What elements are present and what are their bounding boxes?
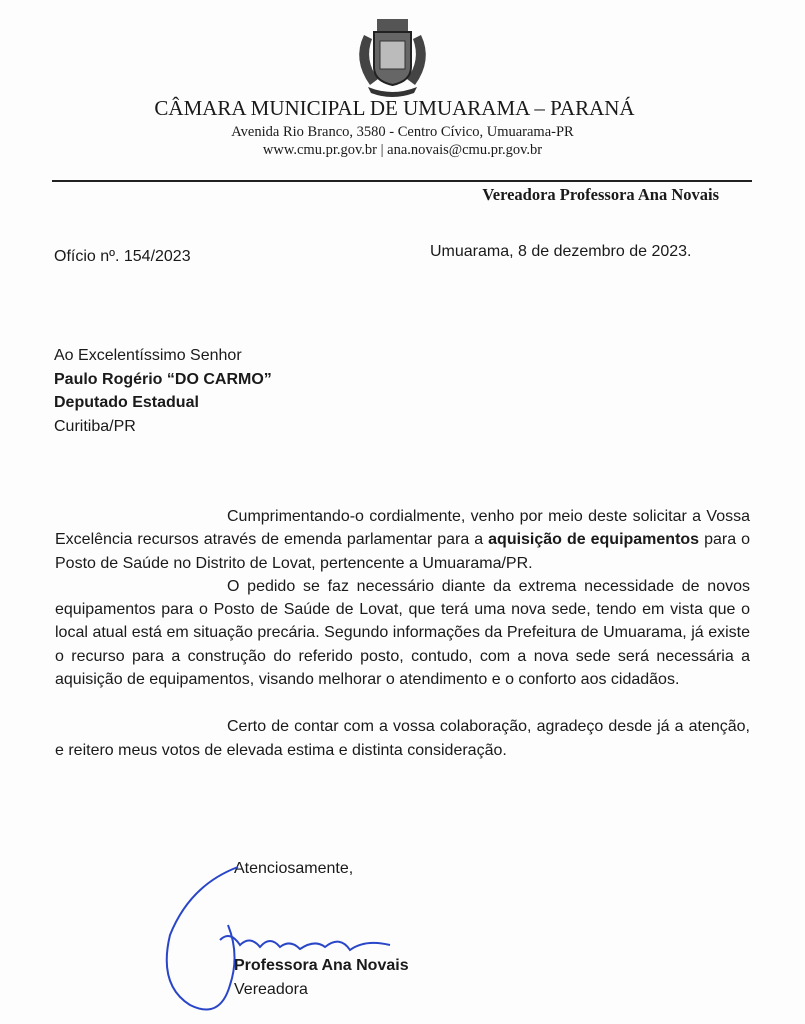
recipient-salutation: Ao Excelentíssimo Senhor bbox=[54, 347, 242, 364]
paragraph-1: Cumprimentando-o cordialmente, venho por meio deste solicitar a Vossa Excelência recursos através de emenda parlamentar para a aquisição de equipamentos para o Posto de Saúde no Distrito de Lovat, pertencente a Umuarama/PR. bbox=[55, 508, 751, 572]
recipient-name: Paulo Rogério “DO CARMO” bbox=[54, 370, 272, 388]
letter-number: Ofício nº. 154/2023 bbox=[54, 248, 191, 265]
signer-name: Professora Ana Novais bbox=[234, 957, 409, 974]
closing: Atenciosamente, bbox=[234, 860, 354, 877]
paragraph-2: O pedido se faz necessário diante da extrema necessidade de novos equipamentos para o Posto de Saúde de Lovat, que terá uma nova sede, tendo em vista que o local atual está em situação precária. Segundo informações da Prefeitura de Umuarama, já existe o recurso para a construção do referido posto, contudo, com a nova sede será necessária a aquisição de equipamentos, visando melhorar o atendimento e o conforto aos cidadãos. bbox=[55, 577, 750, 689]
signer-role: Vereadora bbox=[234, 981, 308, 998]
organization-contact: www.cmu.pr.gov.br | ana.novais@cmu.pr.gov.br bbox=[262, 142, 543, 158]
letter-date: Umuarama, 8 de dezembro de 2023. bbox=[430, 243, 692, 260]
letter-body bbox=[55, 505, 750, 762]
recipient-city: Curitiba/PR bbox=[54, 417, 136, 435]
organization-address: Avenida Rio Branco, 3580 - Centro Cívico, Umuarama-PR bbox=[231, 124, 574, 140]
municipal-crest-logo bbox=[350, 15, 435, 100]
councillor-name: Vereadora Professora Ana Novais bbox=[482, 185, 719, 204]
organization-name: CÂMARA MUNICIPAL DE UMUARAMA – PARANÁ bbox=[154, 96, 635, 120]
recipient-title: Deputado Estadual bbox=[54, 394, 199, 411]
paragraph-3: Certo de contar com a vossa colaboração, agradeço desde já a atenção, e reitero meus votos de elevada estima e distinta consideração. bbox=[55, 718, 750, 759]
header-divider bbox=[52, 180, 752, 182]
recipient-block bbox=[54, 344, 272, 438]
